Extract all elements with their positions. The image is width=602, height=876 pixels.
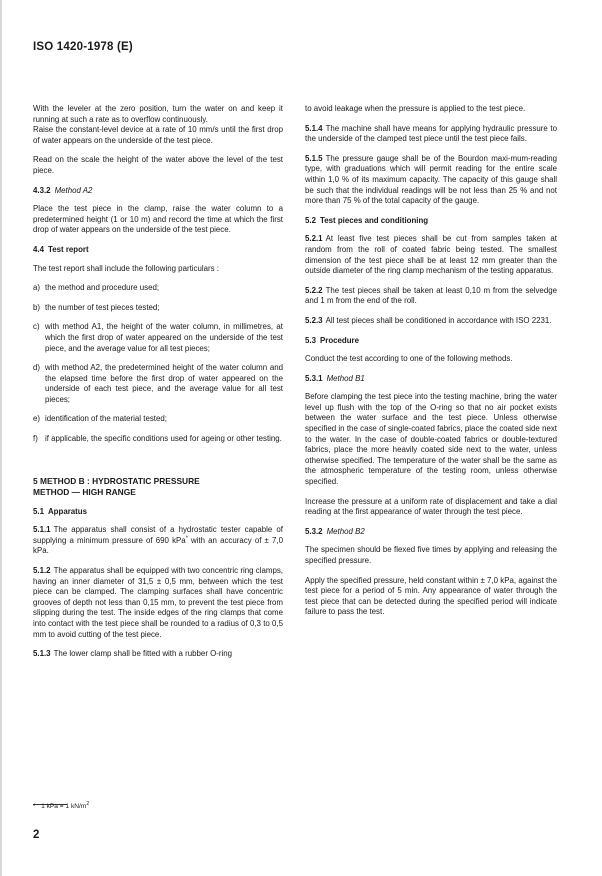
paragraph: to avoid leakage when the pressure is applied to the test piece. <box>305 104 526 113</box>
section-heading-5-2 <box>305 216 557 227</box>
left-column <box>33 104 283 669</box>
section-title: Apparatus <box>47 506 88 516</box>
section-title: Test report <box>47 244 89 254</box>
section-number: 5.3.1 <box>305 373 323 383</box>
section-heading-5-1 <box>33 507 283 518</box>
paragraph: Increase the pressure at a uniform rate of displacement and take a dial reading at the first appearance of water through the test piece. <box>305 496 557 517</box>
section-number: 4.4 <box>33 244 44 254</box>
paragraph: Apply the specified pressure, held constant within ± 7,0 kPa, against the test piece for a period of 5 min. Any appearance of water through the test piece that can be detected during the specified period will indicate failure to pass the test. <box>305 575 557 617</box>
section-title: Procedure <box>319 335 360 345</box>
section-number: 4.3.2 <box>33 185 51 195</box>
section-heading-5: 5 METHOD B : HYDROSTATIC PRESSURE METHOD — HIGH RANGE <box>33 475 200 497</box>
list-item: b) the number of test pieces tested; <box>33 302 160 312</box>
paragraph-5-1-1: 5.1.1 The apparatus shall consist of a hydrostatic tester capable of supplying a minimum pressure of 690 kPa* with an accuracy of ± 7,0 kPa. <box>33 525 283 556</box>
section-heading-5-3-2 <box>305 527 557 538</box>
paragraph-5-1-4: 5.1.4 The machine shall have means for applying hydraulic pressure to the underside of the clamped test piece until the test piece fails. <box>305 123 557 144</box>
section-number: 5.3 <box>305 335 316 345</box>
section-number: 5.1 <box>33 506 44 516</box>
section-title: Method B2 <box>326 526 365 536</box>
paragraph: Read on the scale the height of the water above the level of the test piece. <box>33 155 283 175</box>
paragraph-5-2-2: 5.2.2 The test pieces shall be taken at least 0,10 m from the selvedge and 1 m from the end of the roll. <box>305 285 557 306</box>
right-column <box>305 104 557 627</box>
list-item: a) the method and procedure used; <box>33 283 160 293</box>
document-header: ISO 1420-1978 (E) <box>33 41 133 53</box>
list-item: c) with method A1, the height of the water column, in millimetres, at which the first drop of water appeared on the underside of the test piece, and the average value for all test pieces; <box>33 322 283 353</box>
paragraph-5-1-3: 5.1.3 The lower clamp shall be fitted with a rubber O-ring <box>33 649 233 659</box>
paragraph-5-2-3: 5.2.3 All test pieces shall be conditioned in accordance with ISO 2231. <box>305 315 552 325</box>
paragraph: Conduct the test according to one of the following methods. <box>305 354 513 364</box>
list-item: d) with method A2, the predetermined height of the water column and the elapsed time before the first drop of water appeared on the underside of each test piece, and the average value for all test pieces; <box>33 363 283 404</box>
paragraph-5-1-5: 5.1.5 The pressure gauge shall be of the Bourdon maxi-mum-reading type, with graduations which will permit reading for the entire scale within 1,0 % of its maximum capacity. The capacity of this gauge shall be such that the individual readings will be not less than 25 % and not more than 75 % of the total capacity of the gauge. <box>305 153 557 206</box>
page-edge <box>0 0 2 876</box>
list-item: e) identification of the material tested; <box>33 414 167 424</box>
section-heading-4-4 <box>33 245 283 256</box>
paragraph-5-2-1: 5.2.1 At least five test pieces shall be cut from samples taken at random from the roll of coated fabric being tested. The smallest dimension of the test piece shall be at least 12 mm greater than the outside diameter of the ring clamp mechanism of the testing apparatus. <box>305 234 557 276</box>
section-heading-5-3 <box>305 336 557 347</box>
list-item: f) if applicable, the specific conditions used for ageing or other testing. <box>33 434 282 444</box>
section-title: Test pieces and conditioning <box>319 215 429 225</box>
paragraph-5-1-2: 5.1.2 The apparatus shall be equipped with two concentric ring clamps, having an inner diameter of 31,5 ± 0,5 mm, between which the test piece can be clamped. The clamping surfaces shall have concentric grooves of depth not less than 0,15 mm, to prevent the test piece from slipping during the test. The inside edges of the ring clamps that come into contact with the test piece shall be rounded to a radius of 0,3 to 0,5 mm to avoid cutting of the test piece. <box>33 566 283 639</box>
section-title: Method A2 <box>54 185 93 195</box>
paragraph: With the leveler at the zero position, turn the water on and keep it running at such a rate as to overflow continuously. <box>33 104 283 124</box>
page-number: 2 <box>33 829 40 841</box>
paragraph: Before clamping the test piece into the testing machine, bring the water level up flush with the top of the O-ring so that no air pocket exists between the water surface and the test piece. Unless otherwise specified in the case of single-coated fabrics, place the coated side next to the water. In the case of double-coated fabrics or double-textured fabrics, place the more heavily coated side next to the water, unless otherwise specified. The temperature of the water shall be the same as the atmospheric temperature of the testing room, unless otherwise specified. <box>305 392 557 487</box>
paragraph: Raise the constant-level device at a rate of 10 mm/s until the first drop of water appears on the underside of the test piece. <box>33 125 283 145</box>
footnote: * 1 kPa = 1 $kN/m^2$ <box>33 800 90 810</box>
section-number: 5.2 <box>305 215 316 225</box>
section-title: Method B1 <box>326 373 365 383</box>
section-heading-5-3-1 <box>305 374 557 385</box>
section-number: 5.3.2 <box>305 526 323 536</box>
section-heading-4-3-2 <box>33 186 283 197</box>
paragraph: The test report shall include the following particulars : <box>33 263 219 273</box>
paragraph: Place the test piece in the clamp, raise the water column to a predetermined height (1 or 10 m) and record the time at which the first drop of water appears on the underside of the test piece. <box>33 204 283 235</box>
paragraph: The specimen should be flexed five times by applying and releasing the specified pressure. <box>305 545 557 565</box>
